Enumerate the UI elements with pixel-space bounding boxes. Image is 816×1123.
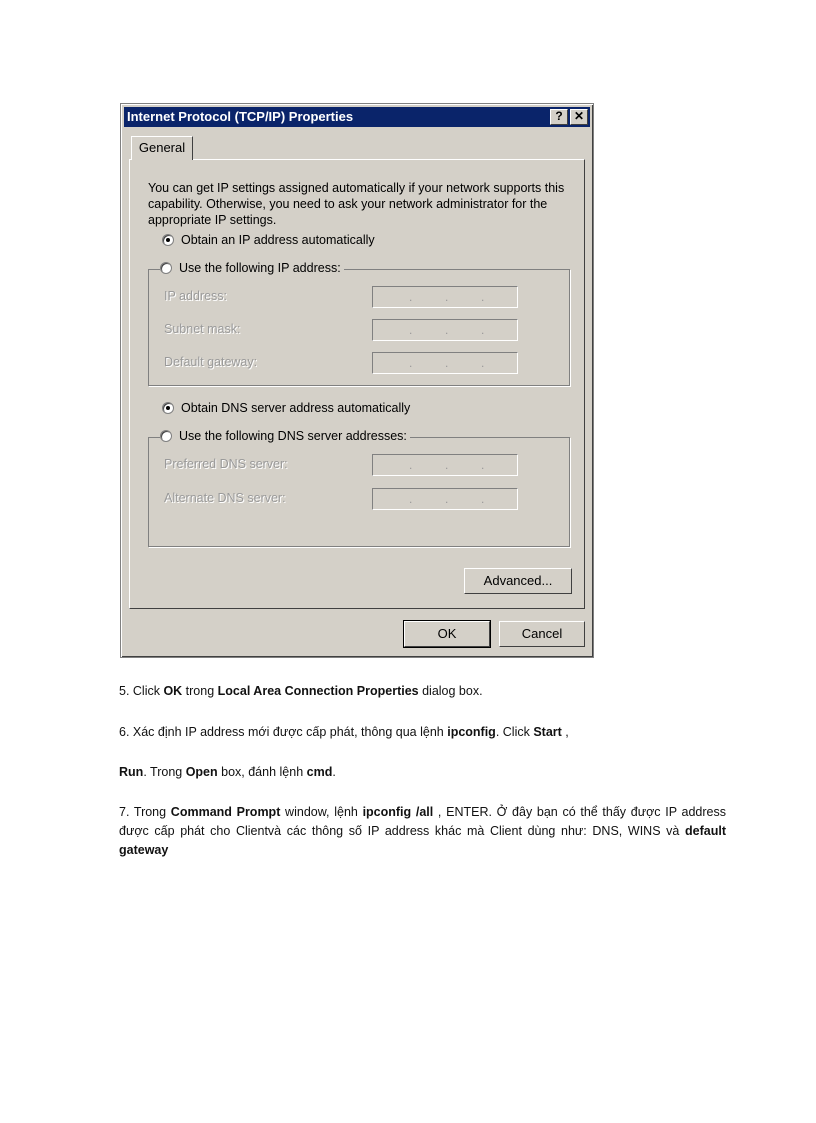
preferred-dns-label: Preferred DNS server: — [164, 457, 288, 471]
radio-obtain-ip-label: Obtain an IP address automatically — [181, 233, 375, 247]
intro-text: You can get IP settings assigned automatically if your network supports this capability. Otherwise, you need to ask your network administrator for the appropriate IP settings. — [148, 181, 565, 227]
alternate-dns-label: Alternate DNS server: — [164, 491, 286, 505]
close-button[interactable]: ✕ — [570, 109, 588, 125]
subnet-mask-input[interactable]: . . . — [372, 319, 518, 341]
default-gateway-label: Default gateway: — [164, 355, 258, 369]
preferred-dns-input[interactable]: . . . — [372, 454, 518, 476]
step-7: 7. Trong Command Prompt window, lệnh ipconfig /all , ENTER. Ở đây bạn có thể thấy được IP address được cấp phát cho Clientvà các thông số IP address khác mà Client dùng như: DNS, WINS và default gateway — [119, 805, 726, 857]
advanced-button[interactable]: Advanced... — [464, 568, 572, 594]
radio-unchecked-icon — [160, 262, 172, 274]
radio-use-dns-label: Use the following DNS server addresses: — [179, 429, 407, 443]
radio-use-ip[interactable] — [160, 260, 344, 276]
step-6-continued: Run. Trong Open box, đánh lệnh cmd. — [119, 765, 336, 779]
radio-obtain-dns-label: Obtain DNS server address automatically — [181, 401, 411, 415]
subnet-mask-label: Subnet mask: — [164, 322, 241, 336]
radio-use-ip-label: Use the following IP address: — [179, 261, 341, 275]
ip-address-label: IP address: — [164, 289, 228, 303]
radio-checked-icon — [162, 234, 174, 246]
radio-checked-icon — [162, 402, 174, 414]
tab-general[interactable]: General — [131, 136, 193, 160]
cancel-button[interactable]: Cancel — [499, 621, 585, 647]
radio-unchecked-icon — [160, 430, 172, 442]
ok-button[interactable]: OK — [404, 621, 490, 647]
dialog-title: Internet Protocol (TCP/IP) Properties — [127, 109, 354, 124]
general-panel — [129, 159, 585, 609]
default-gateway-input[interactable]: . . . — [372, 352, 518, 374]
radio-use-dns[interactable] — [160, 428, 410, 444]
radio-obtain-dns[interactable] — [162, 400, 413, 416]
step-6: 6. Xác định IP address mới được cấp phát, thông qua lệnh ipconfig. Click Start , — [119, 725, 569, 739]
radio-obtain-ip[interactable] — [162, 232, 378, 248]
dialog-titlebar — [124, 107, 590, 127]
alternate-dns-input[interactable]: . . . — [372, 488, 518, 510]
step-5: 5. Click OK trong Local Area Connection Properties dialog box. — [119, 684, 483, 698]
help-button[interactable]: ? — [550, 109, 568, 125]
tcpip-properties-dialog — [120, 103, 594, 658]
ip-address-input[interactable]: . . . — [372, 286, 518, 308]
